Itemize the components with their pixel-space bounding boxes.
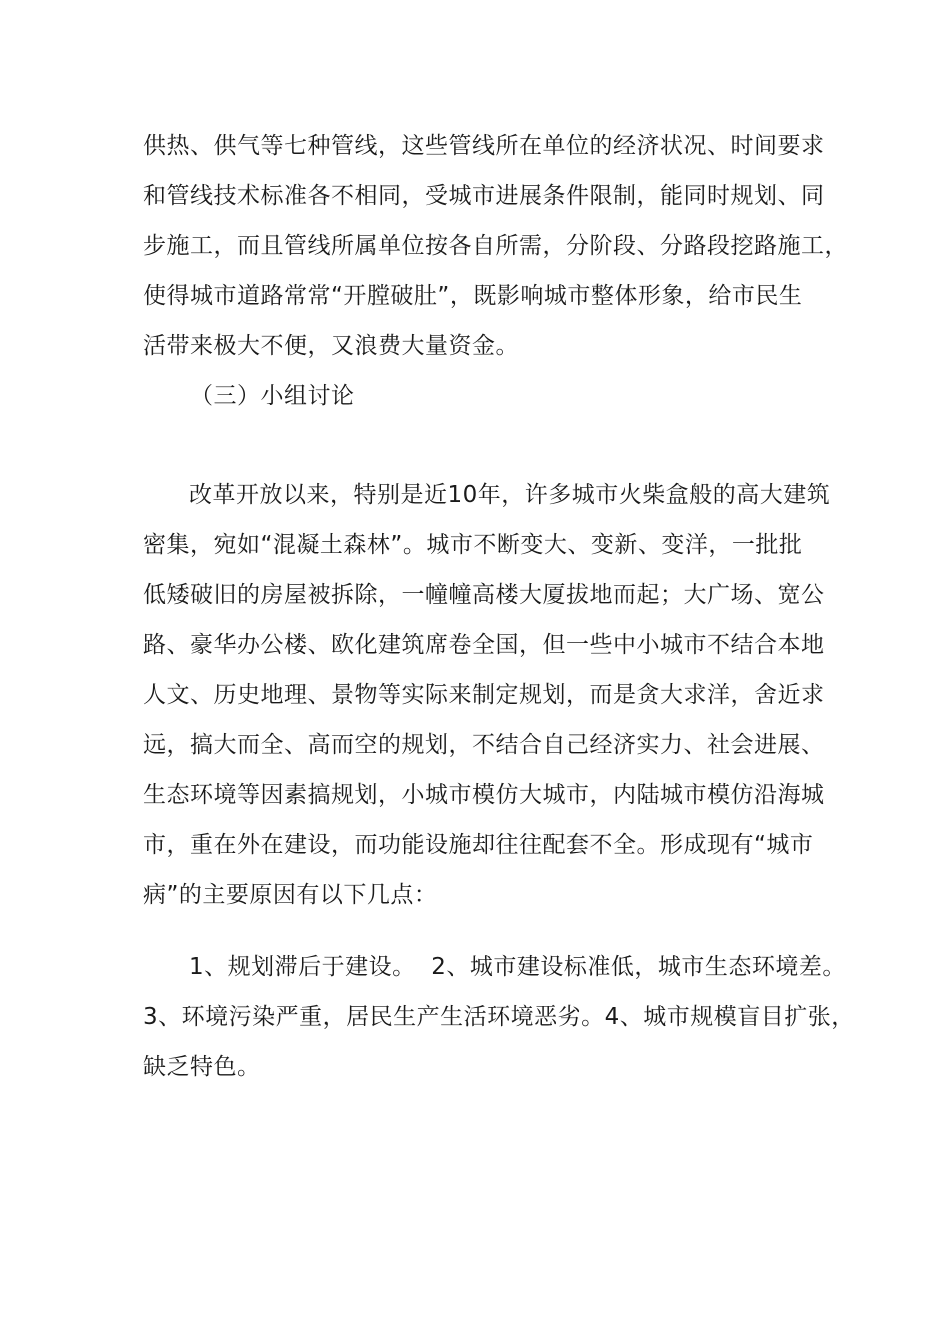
- paragraph-line: 步施工，而且管线所属单位按各自所需，分阶段、分路段挖路施工，: [143, 233, 848, 259]
- paragraph-urban-development: [143, 470, 831, 920]
- paragraph-line: 3、环境污染严重，居民生产生活环境恶劣。4、城市规模盲目扩张，: [143, 1004, 855, 1030]
- paragraph-line: 1、规划滞后于建设。 2、城市建设标准低，城市生态环境差。: [189, 954, 846, 980]
- paragraph-line: 远，搞大而全、高而空的规划，不结合自己经济实力、社会进展、: [143, 732, 825, 758]
- paragraph-line: 生态环境等因素搞规划，小城市模仿大城市，内陆城市模仿沿海城: [143, 782, 825, 808]
- paragraph-line: 活带来极大不便，又浪费大量资金。: [143, 333, 519, 359]
- paragraph-line: 和管线技术标准各不相同，受城市进展条件限制，能同时规划、同: [143, 183, 825, 209]
- paragraph-line: 市，重在外在建设，而功能设施却往往配套不全。形成现有“城市: [143, 832, 814, 858]
- paragraph-line: 路、豪华办公楼、欧化建筑席卷全国，但一些中小城市不结合本地: [143, 632, 825, 658]
- paragraph-pipeline-issues: [143, 121, 848, 371]
- paragraph-line: 人文、历史地理、景物等实际来制定规划，而是贪大求洋，舍近求: [143, 682, 825, 708]
- paragraph-line: 供热、供气等七种管线，这些管线所在单位的经济状况、时间要求: [143, 133, 825, 159]
- paragraph-line: 改革开放以来，特别是近10年，许多城市火柴盒般的高大建筑: [189, 482, 831, 508]
- paragraph-line: 缺乏特色。: [143, 1054, 261, 1080]
- paragraph-line: 病”的主要原因有以下几点：: [143, 882, 438, 908]
- paragraph-causes-list: [143, 942, 855, 1092]
- paragraph-line: 低矮破旧的房屋被拆除，一幢幢高楼大厦拔地而起；大广场、宽公: [143, 582, 825, 608]
- paragraph-line: 密集，宛如“混凝土森林”。城市不断变大、变新、变洋，一批批: [143, 532, 803, 558]
- section-heading: （三）小组讨论: [190, 383, 355, 409]
- paragraph-line: 使得城市道路常常“开膛破肚”，既影响城市整体形象，给市民生: [143, 283, 803, 309]
